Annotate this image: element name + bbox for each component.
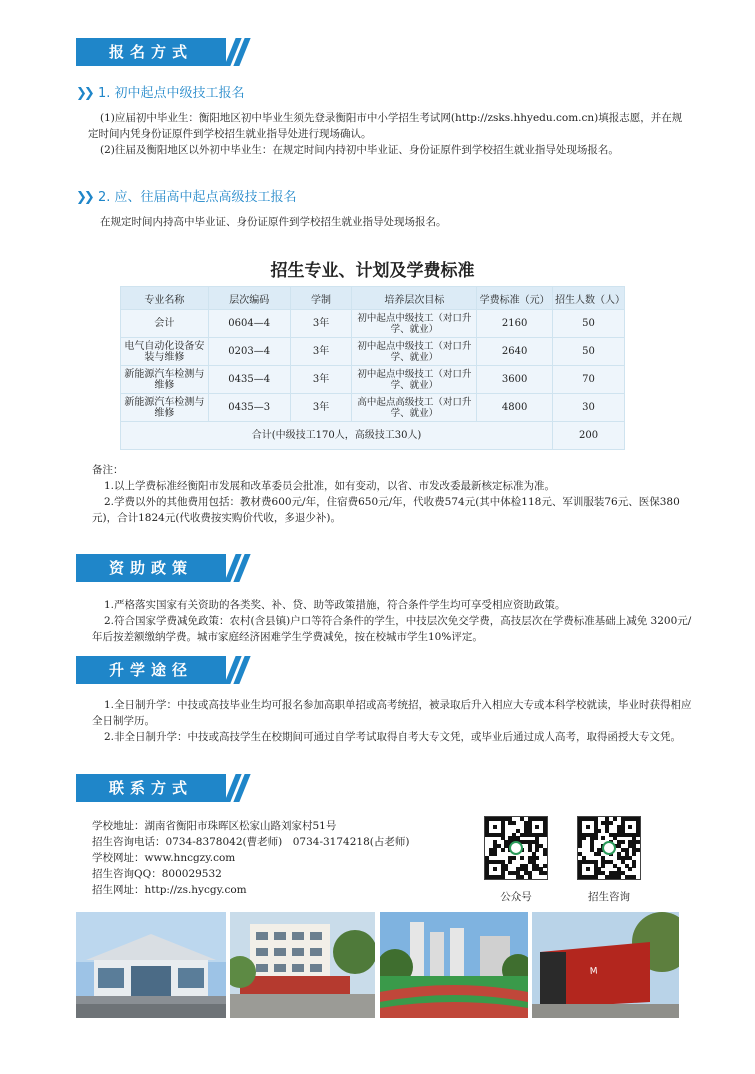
qr-code-icon: [577, 816, 641, 880]
qr-label-consult: 招生咨询: [588, 891, 630, 903]
cell-fee: 2160: [477, 310, 553, 338]
contact-site[interactable]: 学校网址：www.hncgzy.com: [92, 852, 236, 864]
section-banner-aid: [76, 554, 246, 582]
notes: [92, 462, 692, 526]
section-banner-path: [76, 656, 246, 684]
table-total-row: [121, 422, 625, 450]
cell-target: 高中起点高级技工（对口升学、就业）: [352, 394, 477, 422]
chevron-right-icon: ❯❯: [76, 86, 92, 101]
cell-major: 会计: [121, 310, 209, 338]
aid-paragraphs: [92, 597, 692, 645]
banner-title: 报名方式: [108, 43, 193, 61]
path-p2: 2.非全日制升学：中技或高技学生在校期间可通过自学考试取得自考大专文凭，或毕业后通过成人高考，取得函授大专文凭。: [104, 731, 682, 743]
cell-code: 0435—4: [208, 366, 290, 394]
cell-count: 50: [553, 338, 625, 366]
enroll-p1: (1)应届初中毕业生：衡阳地区初中毕业生须先登录衡阳市中小学招生考试网(http://zsks.hhyedu.com.cn)填报志愿，并在规定时间内凭身份证原件到学校招生就业指导处进行现场确认。: [88, 112, 683, 140]
table-title: 招生专业、计划及学费标准: [270, 261, 475, 281]
cell-code: 0435—3: [208, 394, 290, 422]
note-1: 1.以上学费标准经衡阳市发展和改革委员会批准，如有变动，以省、市发改委最新核定标准为准。: [104, 480, 556, 492]
cell-count: 50: [553, 310, 625, 338]
campus-photo-1: [76, 912, 226, 1018]
banner-title: 联系方式: [108, 779, 193, 797]
cell-total-label: 合计(中级技工170人，高级技工30人): [121, 422, 553, 450]
path-paragraphs: [92, 697, 692, 745]
banner-title: 升学途径: [108, 661, 193, 679]
chevron-right-icon: ❯❯: [76, 190, 92, 205]
path-p1: 1.全日制升学：中技或高技毕业生均可报名参加高职单招或高考统招，被录取后升入相应大专或本科学校就读，毕业时获得相应全日制学历。: [92, 699, 692, 727]
aid-p1: 1.严格落实国家有关资助的各类奖、补、贷、助等政策措施，符合条件学生均可享受相应资助政策。: [104, 599, 566, 611]
enroll-paragraph-3: [88, 214, 688, 230]
subheading-1: ❯❯ 1. 初中起点中级技工报名: [76, 86, 245, 101]
cell-target: 初中起点中级技工（对口升学、就业）: [352, 366, 477, 394]
cell-code: 0604—4: [208, 310, 290, 338]
section-banner-enroll: [76, 38, 246, 66]
contact-qq: 招生咨询QQ：800029532: [92, 868, 222, 880]
banner-title: 资助政策: [108, 559, 193, 577]
qr-label-official: 公众号: [500, 891, 532, 903]
cell-total-count: 200: [553, 422, 625, 450]
table-row: [121, 394, 625, 422]
cell-code: 0203—4: [208, 338, 290, 366]
contact-enroll-site[interactable]: 招生网址：http://zs.hycgy.com: [92, 884, 247, 896]
enroll-p3: 在规定时间内持高中毕业证、身份证原件到学校招生就业指导处现场报名。: [100, 216, 447, 228]
campus-photo-4: [532, 912, 679, 1018]
cell-major: 电气自动化设备安装与维修: [121, 338, 209, 366]
aid-p2: 2.符合国家学费减免政策：农村(含县镇)户口等符合条件的学生，中技层次免交学费，高技层次在学费标准基础上减免 3200元/年后按差额缴纳学费。城市家庭经济困难学生学费减免，按在校城市学生10%评定。: [92, 615, 692, 643]
cell-target: 初中起点中级技工（对口升学、就业）: [352, 338, 477, 366]
fee-table: [120, 286, 625, 450]
col-header: 学费标准（元）: [477, 287, 553, 310]
campus-photo-3: [380, 912, 528, 1018]
svg-text:M: M: [589, 966, 598, 977]
cell-major: 新能源汽车检测与维修: [121, 366, 209, 394]
cell-fee: 4800: [477, 394, 553, 422]
qr-code-icon: [484, 816, 548, 880]
table-header-row: [121, 287, 625, 310]
col-header: 学制: [290, 287, 352, 310]
cell-years: 3年: [290, 310, 352, 338]
notes-head: 备注：: [92, 464, 124, 476]
col-header: 培养层次目标: [352, 287, 477, 310]
table-row: [121, 366, 625, 394]
section-banner-contact: [76, 774, 246, 802]
enroll-p2: (2)往届及衡阳地区以外初中毕业生：在规定时间内持初中毕业证、身份证原件到学校招生就业指导处现场报名。: [100, 144, 619, 156]
enroll-paragraphs: [88, 110, 688, 158]
table-row: [121, 338, 625, 366]
cell-fee: 3600: [477, 366, 553, 394]
col-header: 层次编码: [208, 287, 290, 310]
note-2: 2.学费以外的其他费用包括：教材费600元/年，住宿费650元/年，代收费574元(其中体检118元、军训服装76元、医保380元)，合计1824元(代收费按实购价代收，多退少补)。: [92, 496, 680, 524]
subheading-2: ❯❯ 2. 应、往届高中起点高级技工报名: [76, 190, 297, 205]
contact-phone: 招生咨询电话：0734-8378042(曹老师) 0734-3174218(占老师): [92, 836, 410, 848]
table-row: [121, 310, 625, 338]
cell-years: 3年: [290, 338, 352, 366]
campus-photo-2: [230, 912, 375, 1018]
cell-count: 70: [553, 366, 625, 394]
col-header: 专业名称: [121, 287, 209, 310]
cell-years: 3年: [290, 366, 352, 394]
col-header: 招生人数（人）: [553, 287, 625, 310]
contact-address: 学校地址：湖南省衡阳市珠晖区松家山路刘家村51号: [92, 820, 337, 832]
cell-count: 30: [553, 394, 625, 422]
contact-info: [92, 818, 462, 898]
cell-target: 初中起点中级技工（对口升学、就业）: [352, 310, 477, 338]
cell-major: 新能源汽车检测与维修: [121, 394, 209, 422]
cell-years: 3年: [290, 394, 352, 422]
cell-fee: 2640: [477, 338, 553, 366]
